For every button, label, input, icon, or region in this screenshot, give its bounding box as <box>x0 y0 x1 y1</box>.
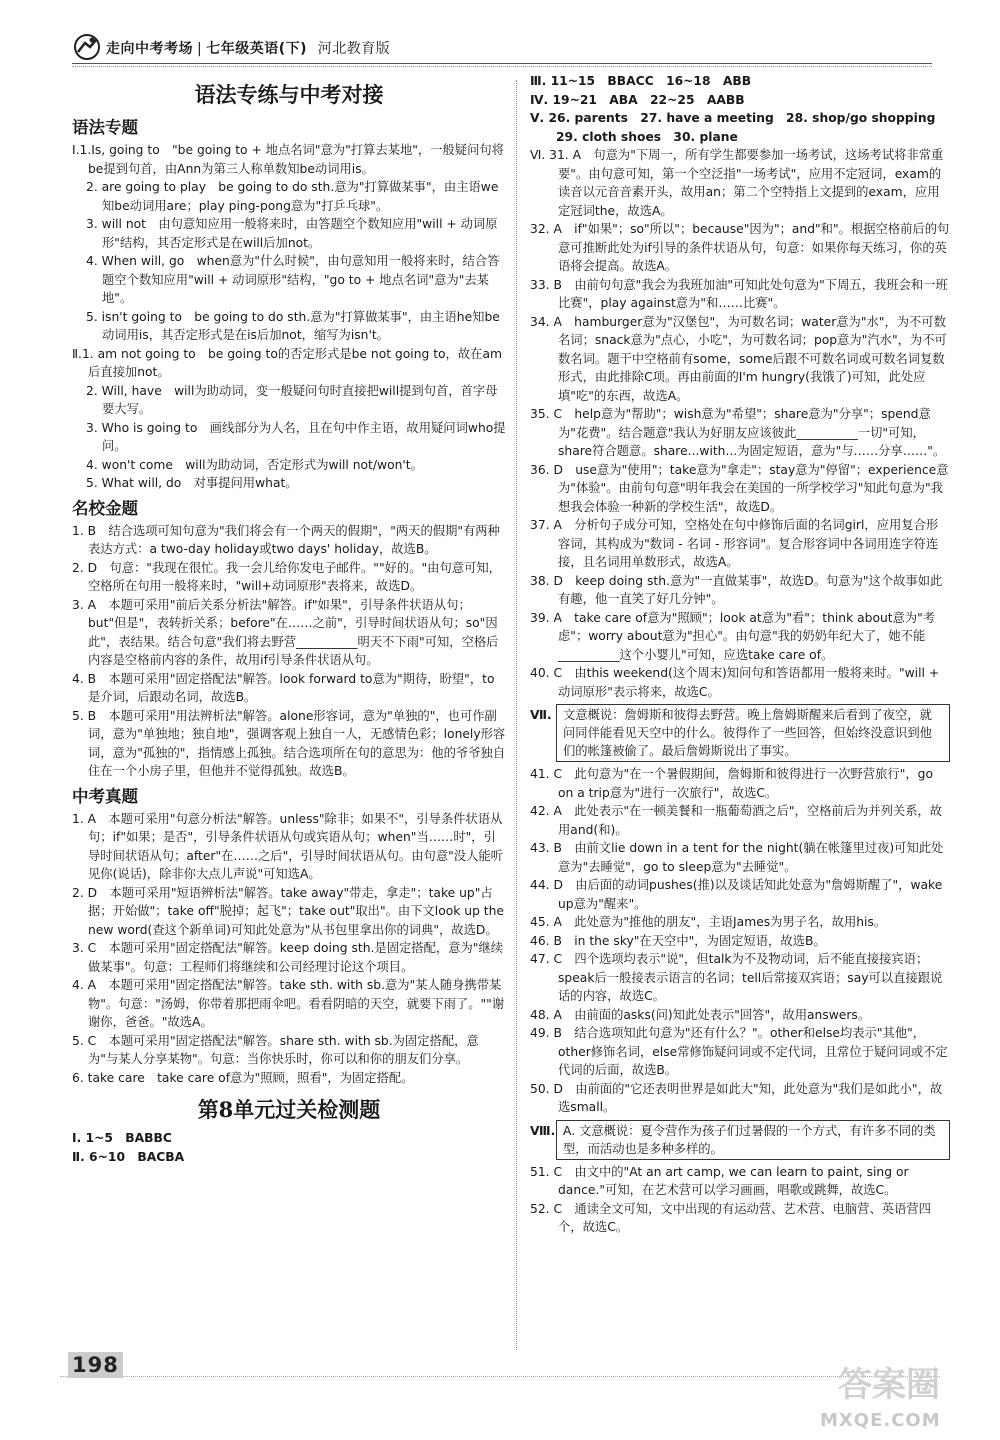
answer-item: 2. D 本题可采用"短语辨析法"解答。take away"带走，拿走"；take up"占据；开始做"；take off"脱掉；起飞"；take out"取出"。由下文look up the new word(查这个新单词)可知此处意为"从书包里拿出你的词典"，故选D。 <box>72 885 504 937</box>
brand-name: 走向中考考场 <box>106 41 193 57</box>
answer-item: 4. B 本题可采用"固定搭配法"解答。look forward to意为"期待，盼望"，to是介词，后跟动名词，故选B。 <box>72 671 495 704</box>
answer-item: 50. D 由前面的"它还表明世界是如此大"知，此处意为"我们是如此小"，故选small。 <box>530 1081 943 1114</box>
answer-line: Ⅱ. 6~10 BACBA <box>72 1149 185 1164</box>
answer-item: 40. C 由this weekend(这个周末)知问句和答语都用一般将来时。"will + 动词原形"表示将来，故选C。 <box>530 666 940 699</box>
book-title: 七年级英语(下) <box>206 41 308 57</box>
answer-item: 33. B 由前句句意"我会为我班加油"可知此处句意为"下周五，我班会和一班比赛"，play against意为"和……比赛"。 <box>530 277 948 310</box>
publisher: 河北教育版 <box>317 41 391 57</box>
answer-line: Ⅲ. 11~15 BBACC 16~18 ABB <box>530 74 752 88</box>
answer-item: 5. isn't going to be going to do sth.意为"打算做某事"，由主语he知be动词用is，其否定形式是在is后加not，缩写为isn't。 <box>86 309 500 342</box>
answer-item: 52. C 通读全文可知，文中出现的有运动营、艺术营、电脑营、英语营四个，故选C。 <box>530 1201 931 1234</box>
answer-item: 2. D 句意："我现在很忙。我一会儿给你发电子邮件。""好的。"由句意可知，空格所在句用一般将来时，"will+动词原形"表将来，故选D。 <box>72 560 501 593</box>
answer-item: Ⅱ.1. am not going to be going to的否定形式是be not going to，故在am后直接加not。 <box>72 346 502 379</box>
header-text: 走向中考考场 | 七年级英语(下) 河北教育版 <box>106 41 391 57</box>
answer-item: 32. A if"如果"；so"所以"；because"因为"；and"和"。根据空格前后的句意可推断此处为if引导的条件状语从句，句意：如果你每天练习，你的英语将会提高。故选A。 <box>530 222 950 273</box>
answer-item: 37. A 分析句子成分可知，空格处在句中修饰后面的名词girl，应用复合形容词，其构成为"数词 - 名词 - 形容词"。复合形容词中各词用连字符连接，且名词用单数形式，故选A。 <box>530 518 939 569</box>
watermark-cn-text: 答案圈 <box>838 1365 940 1405</box>
right-column <box>530 72 950 1237</box>
answer-item: 34. A hamburger意为"汉堡包"，为可数名词；water意为"水"，为不可数名词；snack意为"点心，小吃"，为可数名词；pop意为"汽水"，为不可数名词。题干中空格前有some，some后跟不可数名词或可数名词复数形式，由此排除C项。再由前面的I'm hungry(我饿了)可知，此处应填"吃"的东西，故选A。 <box>530 314 947 403</box>
answer-item: 3. A 本题可采用"前后关系分析法"解答。if"如果"，引导条件状语从句；but"但是"，表转折关系；before"在……之前"，引导时间状语从句；so"因此"，表结果。结合句意"我们将去野营__________明天不下雨"可知，空格后内容是空格前内容的条件，故用if引导条件状语从句。 <box>72 597 499 667</box>
header-rule-dotted <box>72 66 932 67</box>
answer-item: 42. A 此处表示"在一顿美餐和一瓶葡萄酒之后"，空格前后为并列关系，故用and(和)。 <box>530 804 943 837</box>
answer-line: Ⅴ. 26. parents 27. have a meeting 28. shop/go shopping <box>530 111 936 125</box>
answer-item: 5. What will, do 对事提问用what。 <box>86 476 298 490</box>
section-title-unit8: 第8单元过关检测题 <box>197 1097 381 1122</box>
summary-box: 文意概说：詹姆斯和彼得去野营。晚上詹姆斯醒来后看到了夜空，就问同伴能看见天空中的什么。彼得作了一些回答，但始终没意识到他们的帐篷被偷了。最后詹姆斯说出了事实。 <box>556 704 950 762</box>
answer-item: 5. B 本题可采用"用法辨析法"解答。alone形容词，意为"单独的"，也可作副词，意为"单独地；独自地"，强调客观上独自一人，无感情色彩；lonely形容词，意为"孤独的"，指情感上孤独。结合选项所在句的意思为：他的爷爷独自住在一个小房子里，但他并不觉得孤独。故选B。 <box>72 708 506 778</box>
answer-item: 46. B in the sky"在天空中"，为固定短语，故选B。 <box>530 933 826 948</box>
answer-line: 29. cloth shoes 30. plane <box>556 129 738 144</box>
answer-item: 36. D use意为"使用"；take意为"拿走"；stay意为"停留"；experience意为"体验"。由前句句意"明年我会在美国的一所学校学习"知此句意为"我想我会体验一种新的学校生活"，故选D。 <box>530 462 949 514</box>
answer-item: 41. C 此句意为"在一个暑假期间，詹姆斯和彼得进行一次野营旅行"，go on a trip意为"进行一次旅行"，故选C。 <box>530 767 934 800</box>
summary-box: A. 文意概说：夏令营作为孩子们过暑假的一个方式，有许多不同的类型，而活动也是多种多样的。 <box>556 1120 950 1160</box>
answer-item: 49. B 结合选项知此句意为"还有什么？"。other和else均表示"其他"，other修饰名词，else常修饰疑问词或不定代词，且常位于疑问词或不定代词的后面，故选B。 <box>530 1026 948 1077</box>
page-number: 198 <box>68 1352 123 1378</box>
watermark-text: MXQE.COM <box>820 1410 941 1431</box>
watermark-logo-icon <box>824 1358 954 1408</box>
column-divider <box>516 80 517 1350</box>
answer-item: 2. Will, have will为助动词，变一般疑问句时直接把will提到句首，首字母要大写。 <box>86 383 498 416</box>
roman-numeral-label: Ⅷ. <box>530 1123 556 1138</box>
subsection-heading-grammar: 语法专题 <box>72 118 138 137</box>
answer-item: 48. A 由前面的asks(问)知此处表示"回答"，故用answers。 <box>530 1007 871 1022</box>
left-column <box>72 72 506 1166</box>
answer-item: 51. C 由文中的"At an art camp, we can learn to paint, sing or dance."可知，在艺术营可以学习画画，唱歌或跳舞，故选C。 <box>530 1164 909 1197</box>
answer-line: Ⅰ. 1~5 BABBC <box>72 1131 172 1145</box>
answer-item: 45. A 此处意为"推他的朋友"，主语James为男子名，故用his。 <box>530 915 887 929</box>
summary-block-viii <box>530 1120 950 1160</box>
answer-item: 4. When will, go when意为"什么时候"，由句意知用一般将来时，结合答题空个数知应用"will + 动词原形"结构，"go to + 地点名词"意为"去某地"。 <box>86 254 500 305</box>
section-title-grammar: 语法专练与中考对接 <box>194 82 384 107</box>
answer-item: 39. A take care of意为"照顾"；look at意为"看"；think about意为"考虑"；worry about意为"担心"。由句意"我的奶奶年纪大了，她不能__________这个小婴儿"可知，应选take care of。 <box>530 610 936 662</box>
answer-item: 1. A 本题可采用"句意分析法"解答。unless"除非；如果不"，引导条件状语从句；if"如果；是否"，引导条件状语从句或宾语从句；when"当……时"，引导时间状语从句；after"在……之后"，引导时间状语从句。由句意"没人能听见你(说话)，除非你大点儿声说"可知选A。 <box>72 811 503 881</box>
answer-item: Ⅰ.1.Is, going to "be going to + 地点名词"意为"打算去某地"，一般疑问句将be提到句首，由Ann为第三人称单数知be动词用is。 <box>72 143 504 176</box>
subsection-heading-school: 名校金题 <box>72 498 138 518</box>
answer-item: 6. take care take care of意为"照顾，照看"，为固定搭配。 <box>72 1070 414 1085</box>
header-rule <box>72 63 932 64</box>
answer-item: 47. C 四个选项均表示"说"，但talk为不及物动词，后不能直接接宾语；speak后一般接表示语言的名词；tell后常接双宾语；say可以直接跟说话的内容，故选C。 <box>530 952 943 1003</box>
answer-item: 2. are going to play be going to do sth.意为"打算做某事"，由主语we知be动词用are；play ping-pong意为"打乒乓球"。 <box>86 180 499 213</box>
answer-item: Ⅵ. 31. A 句意为"下周一，所有学生都要参加一场考试，这场考试将非常重要"。由句意可知，第一个空泛指"一场考试"，应用不定冠词，exam的读音以元音音素开头，故用an；第二个空特指上文提到的exam，应用定冠词the，故选A。 <box>530 148 944 218</box>
footer-rule <box>60 1376 940 1377</box>
runner-logo-icon <box>72 34 102 60</box>
subsection-heading-exam: 中考真题 <box>72 786 138 806</box>
roman-numeral-label: Ⅶ. <box>530 708 552 722</box>
answer-item: 3. C 本题可采用"固定搭配法"解答。keep doing sth.是固定搭配，意为"继续做某事"。句意：工程师们将继续和公司经理讨论这个项目。 <box>72 941 504 974</box>
answer-item: 4. A 本题可采用"固定搭配法"解答。take sth. with sb.意为"某人随身携带某物"。句意："汤姆，你带着那把雨伞吧。看看阴暗的天空，就要下雨了。""谢谢你，爸爸。"故选A。 <box>72 978 505 1029</box>
answer-line: Ⅳ. 19~21 ABA 22~25 AABB <box>530 92 745 107</box>
page-header <box>0 0 1000 66</box>
answer-item: 1. B 结合选项可知句意为"我们将会有一个两天的假期"，"两天的假期"有两种表达方式：a two-day holiday或two days' holiday，故选B。 <box>72 523 500 556</box>
answer-item: 3. Who is going to 画线部分为人名，且在句中作主语，故用疑问词who提问。 <box>86 420 506 453</box>
answer-item: 38. D keep doing sth.意为"一直做某事"，故选D。句意为"这个故事如此有趣，他一直笑了好几分钟"。 <box>530 573 943 606</box>
answer-item: 43. B 由前文lie down in a tent for the night(躺在帐篷里过夜)可知此处意为"去睡觉"，go to sleep意为"去睡觉"。 <box>530 841 944 874</box>
answer-item: 44. D 由后面的动词pushes(推)以及谈话知此处意为"詹姆斯醒了"，wake up意为"醒来"。 <box>530 878 943 911</box>
answer-item: 35. C help意为"帮助"；wish意为"希望"；share意为"分享"；spend意为"花费"。结合题意"我认为好朋友应该彼此__________一切"可知，share符合题意。share...with...为固定短语，意为"与……分享……"。 <box>530 407 946 458</box>
answer-item: 3. will not 由句意知应用一般将来时，由答题空个数知应用"will + 动词原形"结构，其否定形式是在will后加not。 <box>86 217 498 250</box>
answer-item: 4. won't come will为助动词，否定形式为will not/won't。 <box>86 457 423 472</box>
summary-block-vii <box>530 704 950 762</box>
answer-item: 5. C 本题可采用"固定搭配法"解答。share sth. with sb.为固定搭配，意为"与某人分享某物"。句意：当你快乐时，你可以和你的朋友们分享。 <box>72 1033 479 1066</box>
